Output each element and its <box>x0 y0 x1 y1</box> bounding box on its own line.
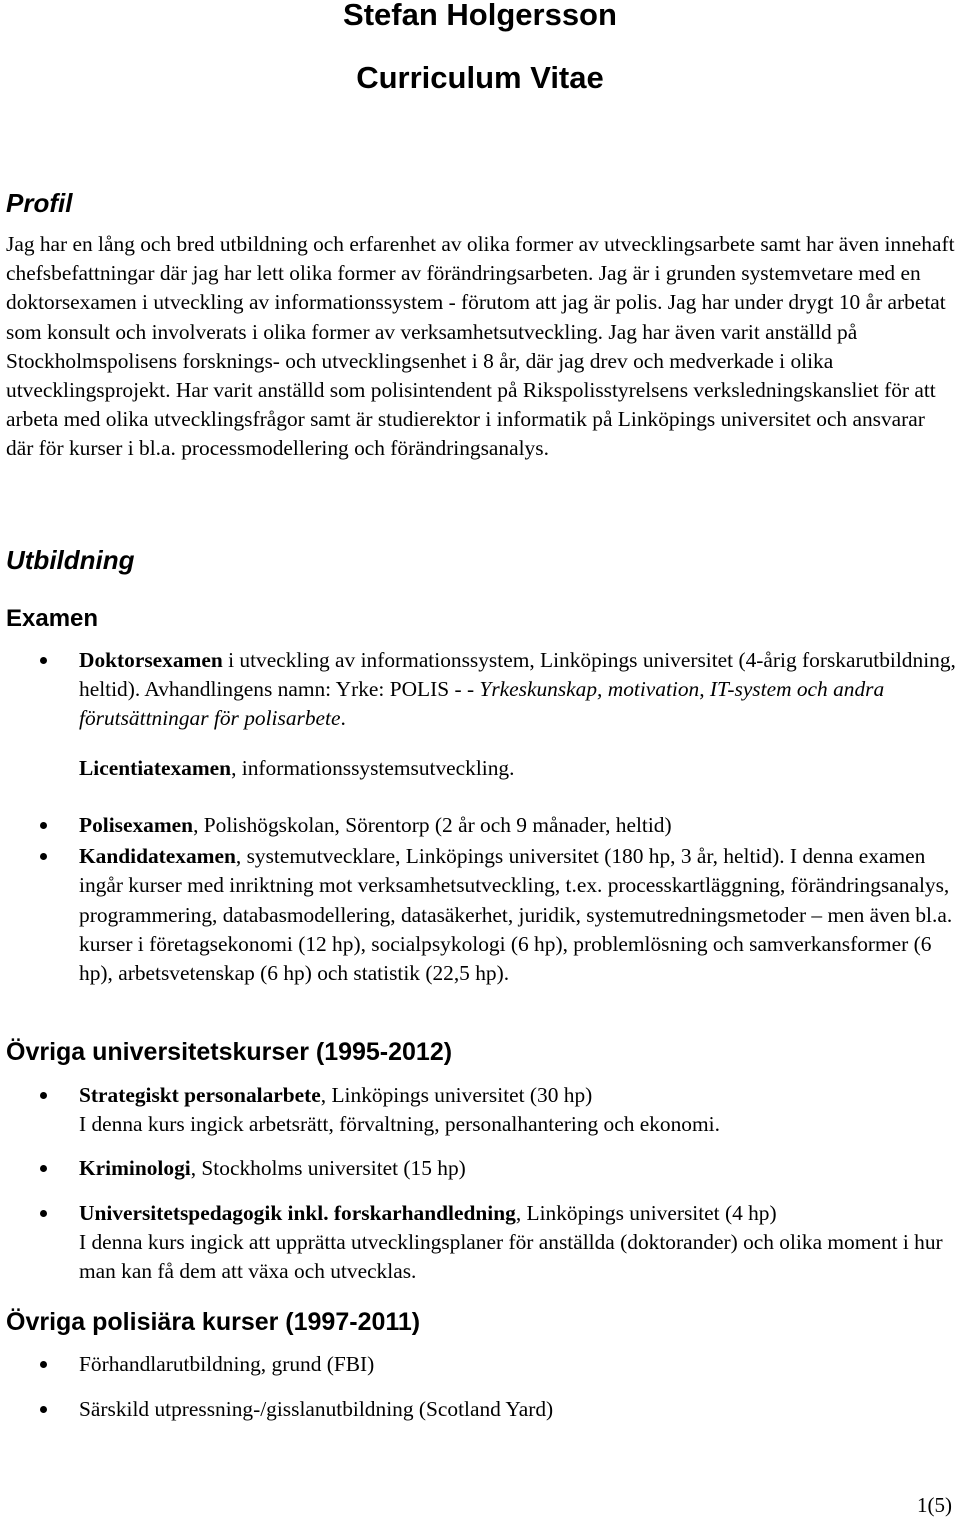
bullet-icon <box>40 1406 47 1413</box>
item-text: , Stockholms universitet (15 hp) <box>190 1156 466 1181</box>
item-title: Universitetspedagogik inkl. forskarhandledning <box>79 1200 516 1225</box>
item-title: Strategiskt personalarbete <box>79 1083 321 1107</box>
list-item-bachelor <box>0 842 960 988</box>
item-note: I denna kurs ingick att upprätta utvecklingsplaner för anställda (doktorander) och olika moment i hur man kan få dem att växa och utvecklas. <box>79 1229 943 1284</box>
item-text: i utveckling av informationssystem, Linköpings universitet (4-årig forskarutbildning, heltid). Avhandlingens namn: Yrke: POLIS - - <box>79 648 956 702</box>
person-name: Stefan Holgersson <box>343 0 617 32</box>
bullet-icon <box>40 657 47 664</box>
list-item-course <box>0 1199 960 1287</box>
item-text: , Linköpings universitet (4 hp) <box>515 1200 777 1225</box>
bullet-icon <box>40 1165 47 1172</box>
police-courses-list <box>0 1350 960 1424</box>
item-title: Licentiatexamen <box>79 756 232 780</box>
thesis-title: Yrkeskunskap, motivation, IT-system och andra förutsättningar för polisarbete <box>79 677 885 731</box>
item-text: Förhandlarutbildning, grund (FBI) <box>79 1352 375 1376</box>
item-title: Kandidatexamen <box>79 844 236 869</box>
doctorate-list <box>0 646 960 734</box>
document-title: Curriculum Vitae <box>356 60 604 95</box>
profile-heading: Profil <box>6 188 73 218</box>
bullet-icon <box>40 822 47 829</box>
list-item-course <box>0 1154 960 1183</box>
item-title: Polisexamen <box>79 813 194 837</box>
item-title: Kriminologi <box>79 1156 191 1181</box>
list-item-course <box>0 1395 960 1424</box>
item-text: , Polishögskolan, Sörentorp (2 år och 9 månader, heltid) <box>193 813 672 837</box>
bullet-icon <box>40 1092 47 1099</box>
item-note: I denna kurs ingick arbetsrätt, förvaltning, personalhantering och ekonomi. <box>79 1112 720 1137</box>
list-item-course <box>0 1081 960 1139</box>
uni-courses-list <box>0 1081 960 1286</box>
exam-heading: Examen <box>6 605 99 632</box>
uni-courses-heading: Övriga universitetskurser (1995-2012) <box>6 1038 453 1066</box>
list-item-course <box>0 1350 960 1379</box>
item-text: , informationssystemsutveckling. <box>231 756 515 780</box>
item-text: , systemutvecklare, Linköpings universitet (180 hp, 3 år, heltid). I denna examen ingår kurser med inriktning mot verksamhetsutveckling, t.ex. processkartläggning, förändringsanalys, programmering, databasmodellering, datasäkerhet, juridik, systemutredningsmetoder – men även bl.a. kurser i företagsekonomi (12 hp), socialpsykologi (6 hp), problemlösning och samverkansformer (6 hp), arbetsvetenskap (6 hp) och statistik (22,5 hp). <box>79 844 953 986</box>
item-text: Särskild utpressning-/gisslanutbildning (Scotland Yard) <box>79 1397 554 1422</box>
bullet-icon <box>40 1361 47 1368</box>
education-heading: Utbildning <box>6 545 135 575</box>
exam-list <box>0 811 960 988</box>
item-text: , Linköpings universitet (30 hp) <box>320 1083 593 1107</box>
police-courses-heading: Övriga polisiära kurser (1997-2011) <box>6 1308 421 1336</box>
bullet-icon <box>40 853 47 860</box>
bullet-icon <box>40 1210 47 1217</box>
page-number: 1(5) <box>917 1493 952 1517</box>
profile-text: Jag har en lång och bred utbildning och erfarenhet av olika former av utvecklingsarbete samt har även innehaft chefsbefattningar där jag har lett olika former av förändringsarbeten. Jag är i grunden systemvetare med en doktorsexamen i utveckling av informationssystem - förutom att jag är polis. Jag har under drygt 10 år arbetat som konsult och involverats i olika former av verksamhetsutveckling. Jag har även varit anställd på Stockholmspolisens forsknings- och utvecklingsenhet i 8 år, där jag drev och medverkade i olika utvecklingsprojekt. Har varit anställd som polisintendent på Rikspolisstyrelsens verksledningskansliet för att arbeta med olika utvecklingsfrågor samt är studierektor i informatik på Linköpings universitet och ansvarar där för kurser i bl.a. processmodellering och förändringsanalys. <box>6 232 955 461</box>
list-item-doctorate: Doktorsexamen i utveckling av informationssystem, Linköpings universitet (4-årig forskarutbildning, heltid). Avhandlingens namn: Yrke: POLIS - - Yrkeskunskap, motivation, IT-system och andra förutsättningar för polisarbete. <box>0 646 960 734</box>
item-title: Doktorsexamen <box>79 648 223 672</box>
list-item-police-exam <box>0 811 960 840</box>
licentiate-text <box>79 754 514 783</box>
